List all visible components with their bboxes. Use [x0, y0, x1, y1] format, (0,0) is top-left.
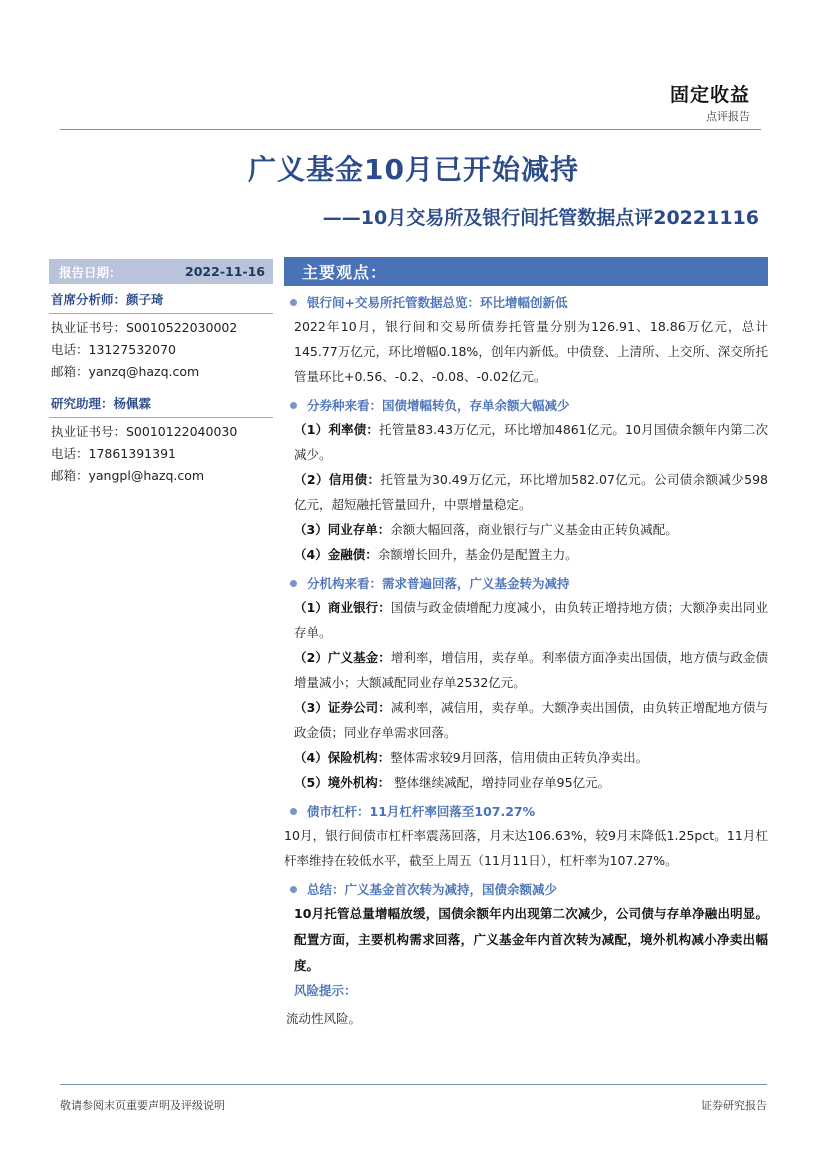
credit-bond-paragraph: [284, 467, 768, 517]
para-text: 国债与政金债增配力度减小，由负转正增持地方债；大额净卖出同业存单。: [294, 600, 768, 640]
para-label: （1）商业银行：: [294, 600, 391, 615]
leverage-paragraph: 10月，银行间债市杠杆率震荡回落，月末达106.63%，较9月末降低1.25pct。11月杠杆率维持在较低水平，截至上周五（11月11日），杠杆率为107.27%。: [284, 828, 768, 868]
commercial-bank-paragraph: [284, 595, 768, 645]
para-text: 余额大幅回落，商业银行与广义基金由正转负减配。: [390, 522, 678, 537]
bullet-dot-icon: [290, 808, 297, 815]
securities-firm-paragraph: [284, 695, 768, 745]
bullet-dot-icon: [290, 299, 297, 306]
insurance-paragraph: [284, 745, 768, 770]
bullet-dot-icon: [290, 402, 297, 409]
para-label: （1）利率债：: [294, 422, 380, 437]
overview-paragraph: 2022年10月，银行间和交易所债券托管量分别为126.91、18.86万亿元，总计145.77万亿元，环比增幅0.18%，创年内新低。中债登、上清所、上交所、深交所托管量环比+0.56、-0.2、-0.08、-0.02亿元。: [294, 319, 768, 384]
report-date-bar: [49, 259, 273, 284]
risk-text: 流动性风险。: [286, 1011, 362, 1026]
section-bond-type-title: [290, 396, 768, 414]
foreign-paragraph: [284, 770, 768, 795]
analyst-email[interactable]: 邮箱：yanzq@hazq.com: [51, 364, 200, 379]
para-text: 减利率，减信用，卖存单。大额净卖出国债，由负转正增配地方债与政金债；同业存单需求回落。: [294, 700, 768, 740]
sidebar: [49, 259, 273, 486]
section-institution-title: [290, 574, 768, 592]
analyst-cert: 执业证书号：S0010522030002: [51, 320, 238, 335]
assistant-role: 研究助理：杨佩霖: [51, 396, 152, 411]
assistant-email[interactable]: 邮箱：yangpl@hazq.com: [51, 468, 205, 483]
para-label: （2）广义基金：: [294, 650, 391, 665]
report-subtitle: ——10月交易所及银行间托管数据点评20221116: [322, 207, 759, 229]
report-type: 点评报告: [706, 110, 750, 123]
divider: [49, 417, 273, 418]
bullet-label: 债市杠杆：11月杠杆率回落至107.27%: [307, 804, 536, 819]
bullet-label: 分机构来看：需求普遍回落，广义基金转为减持: [307, 576, 570, 591]
assistant-phone: 电话：17861391391: [51, 446, 176, 461]
para-text: 整体需求较9月回落，信用债由正转负净卖出。: [390, 750, 649, 765]
para-text: 托管量83.43万亿元，环比增加4861亿元。10月国债余额年内第二次减少。: [294, 422, 768, 462]
bullet-dot-icon: [290, 886, 297, 893]
risk-label: 风险提示：: [294, 983, 357, 998]
broad-fund-paragraph: [284, 645, 768, 695]
para-text: 余额增长回升，基金仍是配置主力。: [377, 547, 578, 562]
section-summary-title: [290, 880, 768, 898]
date-label: 报告日期：: [59, 264, 122, 280]
main-points: [284, 257, 768, 1027]
main-points-heading: 主要观点：: [284, 257, 768, 286]
footer-report-type: 证券研究报告: [701, 1099, 767, 1112]
date-value: 2022-11-16: [185, 264, 265, 279]
para-label: （3）同业存单：: [294, 522, 391, 537]
section-overview-title: [290, 293, 768, 311]
para-text: 托管量为30.49万亿元，环比增加582.07亿元。公司债余额减少598亿元，超短融托管量回升，中票增量稳定。: [294, 472, 768, 512]
bullet-label: 银行间+交易所托管数据总览：环比增幅创新低: [307, 295, 568, 310]
para-label: （4）保险机构：: [294, 750, 391, 765]
para-label: （2）信用债：: [294, 472, 381, 487]
analyst-role: 首席分析师：颜子琦: [51, 292, 164, 307]
section-leverage-title: [290, 802, 768, 820]
ncd-paragraph: [284, 517, 768, 542]
financial-bond-paragraph: [284, 542, 768, 567]
header-divider: [60, 129, 761, 130]
report-title: 广义基金10月已开始减持: [248, 153, 579, 186]
analyst-phone: 电话：13127532070: [51, 342, 176, 357]
divider: [49, 313, 273, 314]
bullet-label: 总结：广义基金首次转为减持，国债余额减少: [307, 882, 558, 897]
para-label: （3）证券公司：: [294, 700, 391, 715]
footer-disclaimer: 敬请参阅末页重要声明及评级说明: [60, 1099, 225, 1112]
bullet-dot-icon: [290, 580, 297, 587]
assistant-cert: 执业证书号：S0010122040030: [51, 424, 238, 439]
para-text: 增利率，增信用，卖存单。利率债方面净卖出国债，地方债与政金债增量减小；大额减配同业存单2532亿元。: [294, 650, 768, 690]
report-category: 固定收益: [669, 84, 750, 106]
para-text: 整体继续减配，增持同业存单95亿元。: [390, 775, 611, 790]
bullet-label: 分券种来看：国债增幅转负，存单余额大幅减少: [307, 398, 570, 413]
rate-bond-paragraph: [284, 417, 768, 467]
para-label: （4）金融债：: [294, 547, 378, 562]
para-label: （5）境外机构：: [294, 775, 391, 790]
footer-divider: [60, 1084, 767, 1085]
summary-paragraph: 10月托管总量增幅放缓，国债余额年内出现第二次减少，公司债与存单净融出明显。配置方面，主要机构需求回落，广义基金年内首次转为减配，境外机构减小净卖出幅度。: [294, 906, 768, 973]
